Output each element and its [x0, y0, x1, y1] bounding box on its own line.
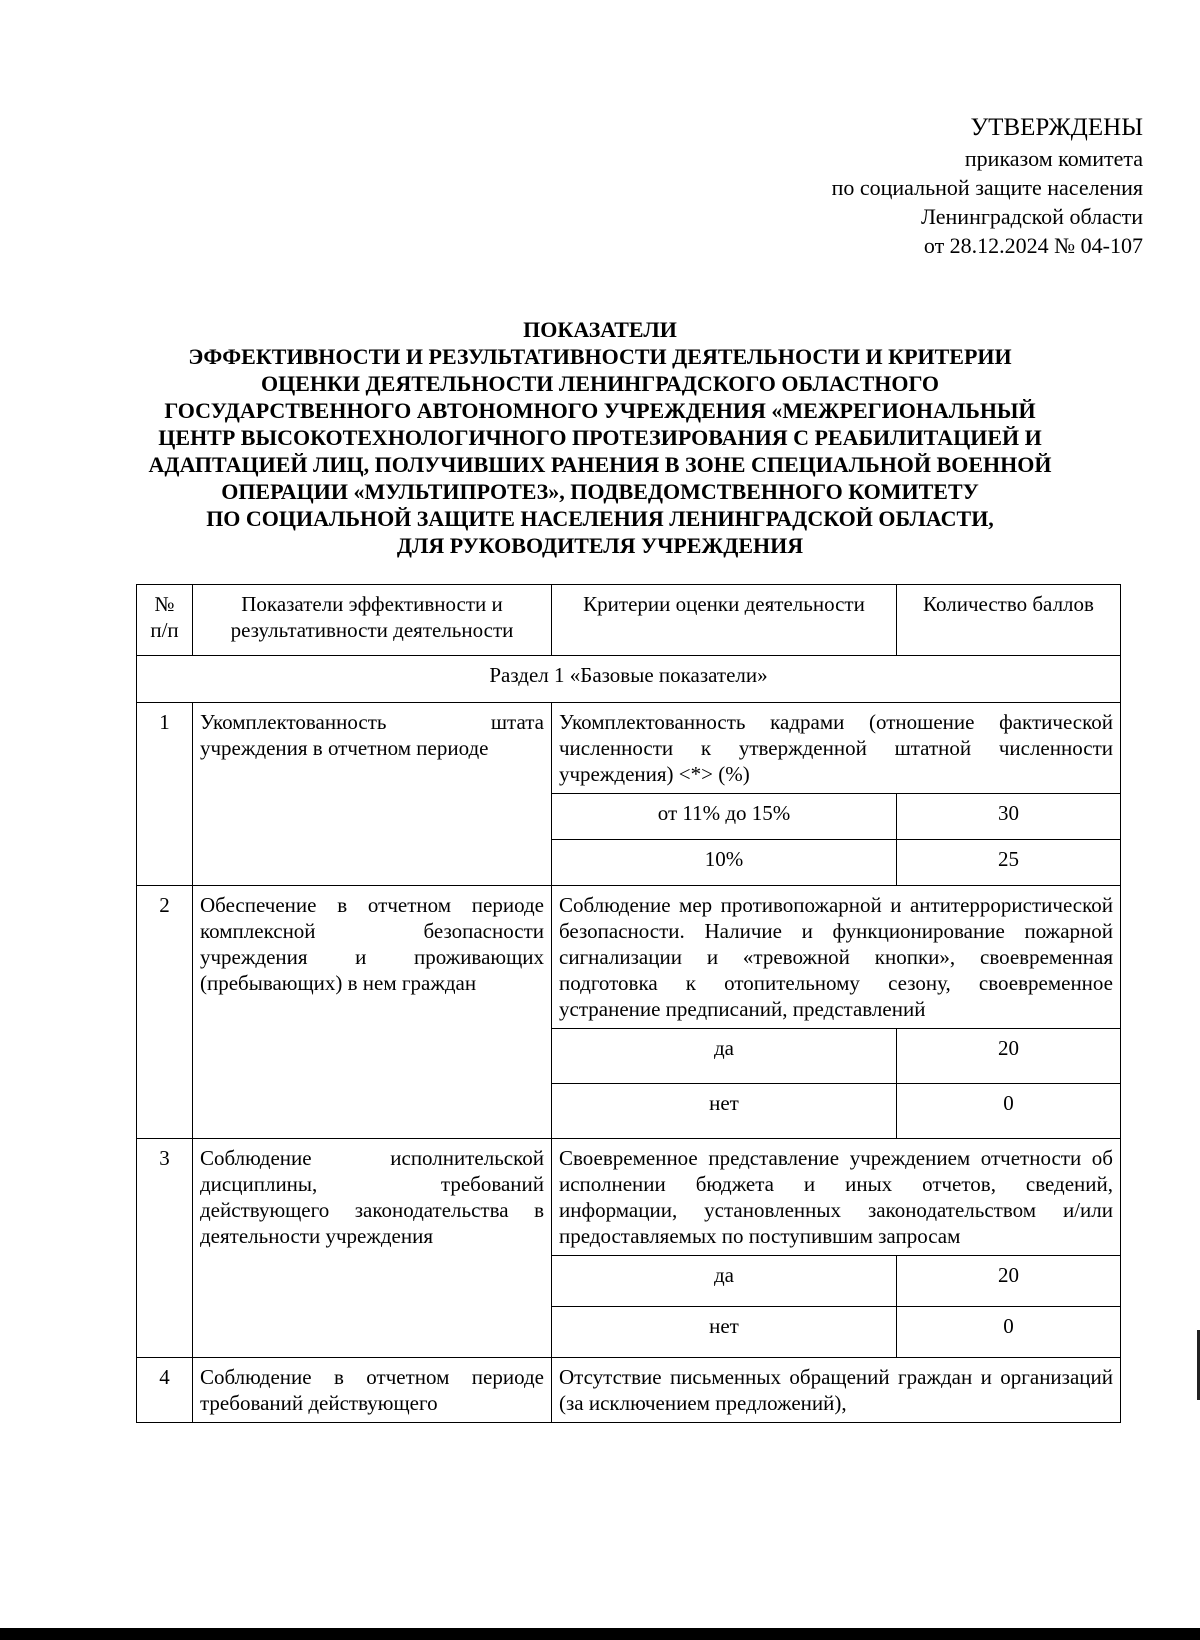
approval-line: по социальной защите населения — [831, 175, 1143, 200]
header-points: Количество баллов — [897, 585, 1121, 656]
option-points: 0 — [897, 1307, 1121, 1358]
option-label: от 11% до 15% — [552, 794, 897, 840]
option-points: 20 — [897, 1256, 1121, 1307]
approval-line: Ленинградской области — [921, 204, 1143, 229]
header-indicator — [193, 585, 552, 656]
scan-bottom-border — [0, 1628, 1200, 1640]
option-label: нет — [552, 1307, 897, 1358]
table-row — [137, 703, 1121, 794]
option-label: да — [552, 1029, 897, 1084]
header-criteria: Критерии оценки деятельности — [552, 585, 897, 656]
row-criteria: Укомплектованность кадрами (отношение фактической численности к утвержденной штатной численности учреждения) <*> (%) — [552, 703, 1121, 794]
title-line: ОЦЕНКИ ДЕЯТЕЛЬНОСТИ ЛЕНИНГРАДСКОГО ОБЛАСТНОГО — [260, 371, 940, 396]
header-num — [137, 585, 193, 656]
table-header-row — [137, 585, 1121, 656]
section-title: Раздел 1 «Базовые показатели» — [137, 656, 1121, 703]
header-indicator-line: Показатели эффективности и — [241, 592, 503, 616]
header-num-line: № — [154, 592, 175, 616]
title-line: ПОКАЗАТЕЛИ — [523, 317, 677, 342]
row-number: 2 — [137, 886, 193, 1139]
option-label: да — [552, 1256, 897, 1307]
row-criteria: Своевременное представление учреждением отчетности об исполнении бюджета и иных отчетов, сведений, информации, установленных законодательством и/или предоставляемых по поступившим запросам — [552, 1139, 1121, 1256]
indicators-table — [136, 584, 1121, 1423]
option-label: нет — [552, 1084, 897, 1139]
row-number: 4 — [137, 1358, 193, 1423]
table-row — [137, 886, 1121, 1029]
option-points: 25 — [897, 840, 1121, 886]
header-indicator-line: результативности деятельности — [230, 618, 514, 642]
title-line: ДЛЯ РУКОВОДИТЕЛЯ УЧРЕЖДЕНИЯ — [396, 533, 804, 558]
title-line: ГОСУДАРСТВЕННОГО АВТОНОМНОГО УЧРЕЖДЕНИЯ «МЕЖРЕГИОНАЛЬНЫЙ — [164, 398, 1036, 423]
row-number: 1 — [137, 703, 193, 886]
row-indicator: Соблюдение исполнительской дисциплины, требований действующего законодательства в деятельности учреждения — [193, 1139, 552, 1358]
option-points: 0 — [897, 1084, 1121, 1139]
row-indicator — [193, 703, 552, 886]
approval-date: от 28.12.2024 № 04-107 — [923, 233, 1143, 258]
row-criteria: Отсутствие письменных обращений граждан и организаций (за исключением предложений), — [552, 1358, 1121, 1423]
title-line: ЭФФЕКТИВНОСТИ И РЕЗУЛЬТАТИВНОСТИ ДЕЯТЕЛЬНОСТИ И КРИТЕРИИ — [188, 344, 1012, 369]
section-row — [137, 656, 1121, 703]
option-points: 30 — [897, 794, 1121, 840]
option-points: 20 — [897, 1029, 1121, 1084]
title-line: ПО СОЦИАЛЬНОЙ ЗАЩИТЕ НАСЕЛЕНИЯ ЛЕНИНГРАДСКОЙ ОБЛАСТИ, — [206, 506, 994, 531]
table-row — [137, 1358, 1121, 1423]
indicator-line: учреждения в отчетном периоде — [200, 736, 489, 760]
header-num-line: п/п — [150, 618, 179, 642]
approval-heading: УТВЕРЖДЕНЫ — [970, 114, 1143, 141]
document-title — [120, 316, 1080, 559]
row-number: 3 — [137, 1139, 193, 1358]
approval-line: приказом комитета — [964, 146, 1143, 171]
title-line: ОПЕРАЦИИ «МУЛЬТИПРОТЕЗ», ПОДВЕДОМСТВЕННОГО КОМИТЕТУ — [221, 479, 979, 504]
title-line: ЦЕНТР ВЫСОКОТЕХНОЛОГИЧНОГО ПРОТЕЗИРОВАНИЯ С РЕАБИЛИТАЦИЕЙ И — [158, 425, 1042, 450]
row-indicator: Обеспечение в отчетном периоде комплексной безопасности учреждения и проживающих (пребывающих) в нем граждан — [193, 886, 552, 1139]
option-label: 10% — [552, 840, 897, 886]
approval-block — [832, 112, 1143, 260]
row-criteria: Соблюдение мер противопожарной и антитеррористической безопасности. Наличие и функционирование пожарной сигнализации и «тревожной кнопки», своевременная подготовка к отопительному сезону, своевременное устранение предписаний, представлений — [552, 886, 1121, 1029]
indicator-line: Укомплектованность штата — [200, 710, 544, 734]
table-row — [137, 1139, 1121, 1256]
title-line: АДАПТАЦИЕЙ ЛИЦ, ПОЛУЧИВШИХ РАНЕНИЯ В ЗОНЕ СПЕЦИАЛЬНОЙ ВОЕННОЙ — [148, 452, 1052, 477]
row-indicator: Соблюдение в отчетном периоде требований действующего — [193, 1358, 552, 1423]
